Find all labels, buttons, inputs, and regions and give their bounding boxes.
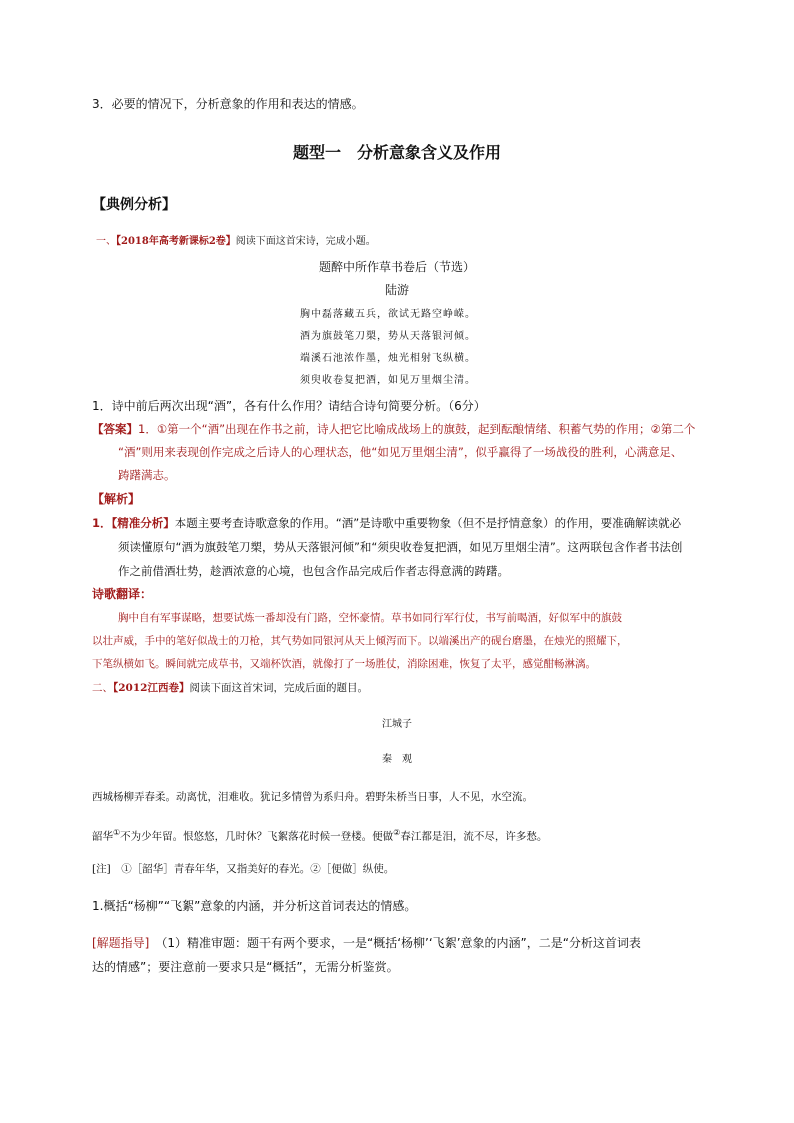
q1-answer-line2: “酒”则用来表现创作完成之后诗人的心理状态，他“如见万里烟尘清”，似乎赢得了一场战役的胜利，心满意足、: [118, 445, 683, 459]
q2-note: [注] ①［韶华］青春年华，又指美好的春光。②［便做］纵使。: [92, 863, 395, 875]
guide-text: （1）精准审题：题干有两个要求，一是“概括‘杨柳’‘飞絮’意象的内涵”，二是“分析这首词表: [161, 936, 641, 950]
intro-point: 3．必要的情况下，分析意象的作用和表达的情感。: [92, 97, 364, 111]
q1-analysis-line2: 须读懂原句“酒为旗鼓笔刀槊，势从天落银河倾”和“须臾收卷复把酒，如见万里烟尘清”。这两联包含作者书法创: [118, 540, 683, 554]
translation-line: 下笔纵横如飞。瞬间就完成草书，又端杯饮酒，就像打了一场胜仗，消除困难，恢复了太平，感觉酣畅淋漓。: [92, 658, 596, 670]
q1-analysis-header: 【解析】: [92, 492, 141, 506]
q1-poem-author: 陆游: [384, 283, 409, 297]
q2-heading: [92, 680, 368, 696]
translation-line: 以壮声威，手中的笔好似战士的刀枪，其气势如同银河从天上倾泻而下。以端溪出产的砚台磨墨，在烛光的照耀下，: [92, 635, 628, 647]
answer-label: 【答案】: [92, 422, 138, 436]
footnote-mark: ②: [393, 828, 401, 837]
q1-poem-line: 须臾收卷复把酒，如见万里烟尘清。: [300, 375, 476, 386]
q1-prefix: 一、: [96, 236, 116, 247]
q2-guide-line1: [92, 935, 641, 951]
q1-question: 1．诗中前后两次出现“酒”，各有什么作用？请结合诗句简要分析。（6分）: [92, 399, 486, 413]
q2-poem-seg: 韶华: [92, 830, 113, 843]
q2-poem-line: [92, 825, 547, 845]
section-title: 题型一 分析意象含义及作用: [292, 143, 501, 162]
q1-analysis-line1: [92, 515, 681, 531]
q2-instruction: 阅读下面这首宋词，完成后面的题目。: [189, 682, 368, 694]
q2-poem-seg: 不为少年留。恨悠悠，几时休？飞絮落花时候一登楼。便做: [120, 830, 394, 843]
q2-guide-line2: 达的情感”；要注意前一要求只是“概括”，无需分析鉴赏。: [92, 960, 399, 974]
footnote-mark: ①: [113, 828, 121, 837]
q1-answer-line1: [92, 421, 695, 437]
q1-instruction: 阅读下面这首宋诗，完成小题。: [235, 236, 376, 247]
translation-line: 胸中自有军事谋略，想要试炼一番却没有门路，空怀豪情。草书如同行军行仗，书写前喝酒，好似军中的旗鼓: [118, 612, 622, 624]
q1-poem-line: 胸中磊落藏五兵，欲试无路空峥嵘。: [300, 309, 476, 320]
analysis-text: 本题主要考查诗歌意象的作用。“酒”是诗歌中重要物象（但不是抒情意象）的作用，要准确解读就必: [174, 516, 682, 530]
q1-answer-line3: 踌躇满志。: [118, 468, 176, 482]
q2-question: 1.概括“杨柳”“飞絮”意象的内涵，并分析这首词表达的情感。: [92, 899, 417, 913]
q2-poem-line: 西城杨柳弄春柔。动离忧，泪难收。犹记多情曾为系归舟。碧野朱桥当日事，人不见，水空流。: [92, 791, 533, 803]
example-header: 【典例分析】: [92, 197, 176, 213]
q1-poem-title: 题醉中所作草书卷后（节选）: [318, 260, 475, 274]
q2-poem-author: 秦 观: [382, 754, 412, 765]
q2-poem-seg: 春江都是泪，流不尽，许多愁。: [400, 830, 548, 843]
q2-prefix: 二、: [92, 682, 113, 694]
q1-poem-line: 酒为旗鼓笔刀槊，势从天落银河倾。: [300, 331, 476, 342]
q1-source: 【2018年高考新课标2卷】: [116, 236, 236, 247]
q2-poem-title: 江城子: [382, 719, 412, 730]
answer-text: 1．①第一个“酒”出现在作书之前，诗人把它比喻成战场上的旗鼓，起到酝酿情绪、积蓄气势的作用；②第二个: [138, 422, 696, 436]
q1-heading: [96, 234, 376, 250]
q1-poem-line: 端溪石池浓作墨，烛光相射飞纵横。: [300, 353, 476, 364]
analysis-label: 1．【精准分析】: [92, 516, 175, 530]
q2-source: 【2012江西卷】: [113, 682, 190, 694]
q1-analysis-line3: 作之前借酒壮势，趁酒浓意的心境，也包含作品完成后作者志得意满的踌躇。: [118, 564, 509, 578]
translation-header: 诗歌翻译：: [92, 587, 153, 601]
guide-label: [解题指导]: [92, 936, 150, 950]
